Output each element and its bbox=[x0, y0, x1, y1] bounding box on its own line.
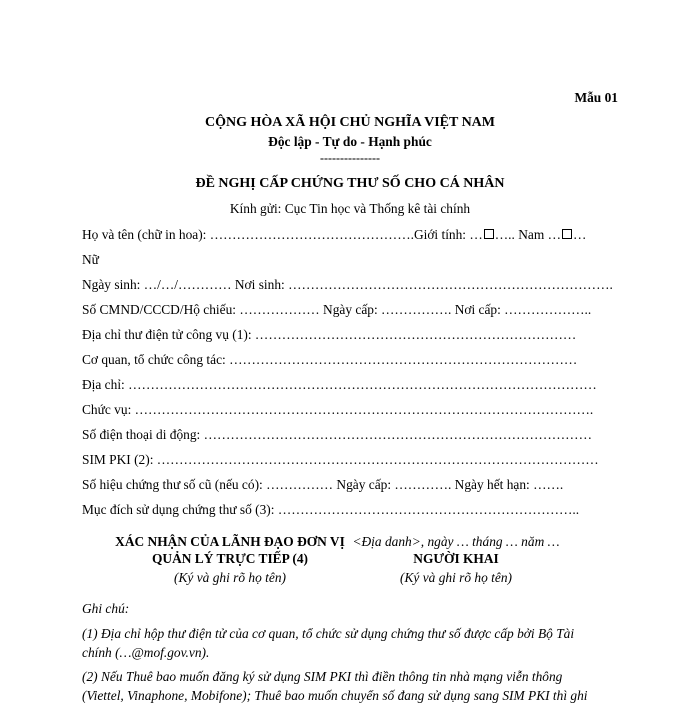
leader-sign-note: (Ký và ghi rõ họ tên) bbox=[174, 570, 286, 585]
note-2-line1: (2) Nếu Thuê bao muốn đăng ký sử dụng SIM PKI thì điền thông tin nhà mạng viễn thông bbox=[82, 669, 563, 684]
id-card-field[interactable]: Số CMND/CCCD/Hộ chiếu: ……………… Ngày cấp: ……………. Nơi cấp: ……………….. bbox=[82, 302, 592, 317]
gender-end: … bbox=[572, 227, 587, 242]
gender-male-label: ….. Nam … bbox=[494, 227, 561, 242]
national-title: CỘNG HÒA XÃ HỘI CHỦ NGHĨA VIỆT NAM bbox=[204, 115, 495, 130]
declarant-sign-note: (Ký và ghi rõ họ tên) bbox=[400, 570, 512, 585]
leader-title-line1: XÁC NHẬN CỦA LÃNH ĐẠO ĐƠN VỊ bbox=[115, 534, 345, 549]
motto: Độc lập - Tự do - Hạnh phúc bbox=[268, 134, 432, 149]
phone-field[interactable]: Số điện thoại di động: …………………………………………………………………………… bbox=[82, 427, 592, 442]
declarant-title: NGƯỜI KHAI bbox=[413, 551, 499, 566]
purpose-field[interactable]: Mục đích sử dụng chứng thư số (3): ………………………………………………………….. bbox=[82, 502, 580, 517]
note-1-line2: chính (…@mof.gov.vn). bbox=[82, 645, 210, 660]
notes-heading: Ghi chú: bbox=[82, 601, 130, 616]
old-cert-field[interactable]: Số hiệu chứng thư số cũ (nếu có): …………… Ngày cấp: …………. Ngày hết hạn: ……. bbox=[82, 477, 564, 492]
note-1-line1: (1) Địa chỉ hộp thư điện tử của cơ quan, tổ chức sử dụng chứng thư số được cấp bởi Bộ Tài bbox=[82, 626, 575, 641]
full-name-label: Họ và tên (chữ in hoa): ……………………………………….Giới tính: … bbox=[82, 227, 483, 242]
dob-field[interactable]: Ngày sinh: …/…/………… Nơi sinh: ………………………………………………………………. bbox=[82, 277, 613, 292]
form-code: Mẫu 01 bbox=[574, 90, 618, 105]
address-field[interactable]: Địa chỉ: …………………………………………………………………………………………… bbox=[82, 377, 597, 392]
sim-pki-field[interactable]: SIM PKI (2): ……………………………………………………………………………………… bbox=[82, 452, 599, 467]
document-title: ĐỀ NGHỊ CẤP CHỨNG THƯ SỐ CHO CÁ NHÂN bbox=[195, 176, 505, 191]
addressee: Kính gửi: Cục Tin học và Thống kê tài chính bbox=[229, 201, 471, 216]
gender-female-checkbox[interactable] bbox=[484, 229, 494, 239]
note-2-line2: (Viettel, Vinaphone, Mobifone); Thuê bao muốn chuyển số đang sử dụng sang SIM PKI thì ghi bbox=[82, 688, 588, 703]
email-field[interactable]: Địa chỉ thư điện tử công vụ (1): ……………………………………………………………… bbox=[82, 327, 577, 342]
place-date: <Địa danh>, ngày … tháng … năm … bbox=[352, 534, 560, 549]
position-field[interactable]: Chức vụ: …………………………………………………………………………………………. bbox=[82, 402, 594, 417]
declarant-block bbox=[336, 534, 576, 586]
full-name-field[interactable] bbox=[82, 227, 586, 243]
gender-female-label: Nữ bbox=[82, 252, 99, 267]
organization-field[interactable]: Cơ quan, tổ chức công tác: …………………………………………………………………… bbox=[82, 352, 578, 367]
leader-title-line2: QUẢN LÝ TRỰC TIẾP (4) bbox=[152, 551, 308, 566]
separator: --------------- bbox=[320, 151, 380, 165]
gender-male-checkbox[interactable] bbox=[562, 229, 572, 239]
